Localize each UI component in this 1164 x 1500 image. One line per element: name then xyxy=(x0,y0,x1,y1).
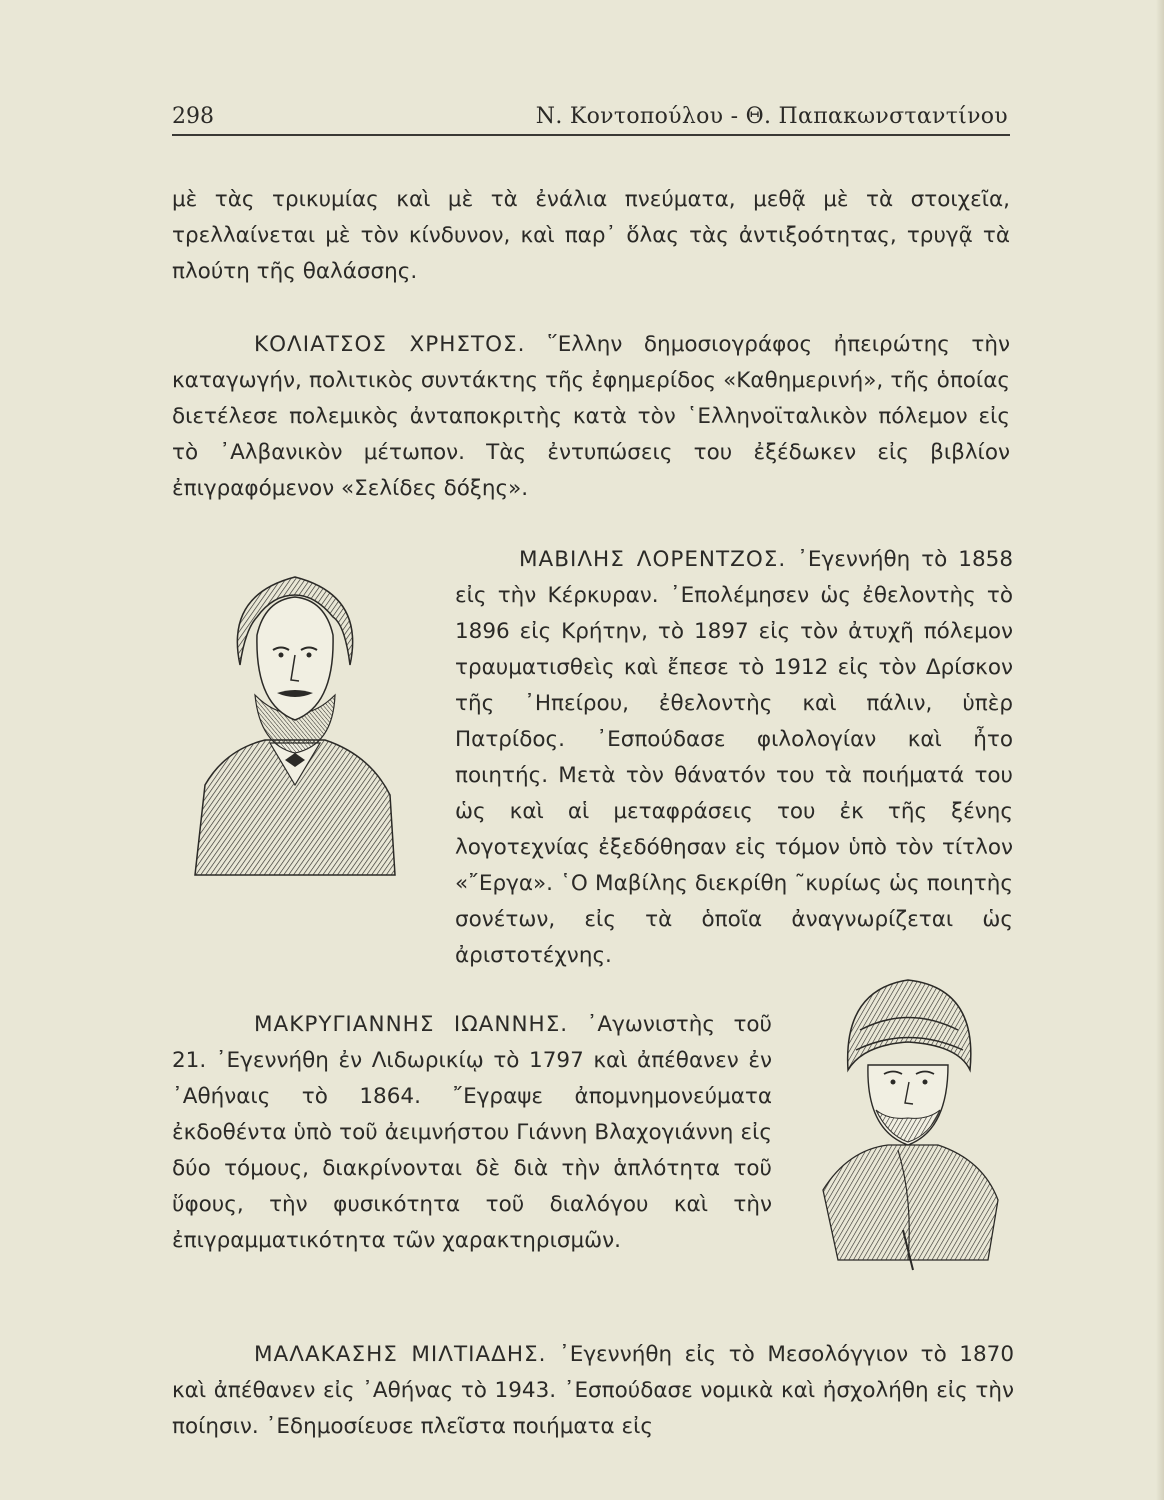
entry-mavilis xyxy=(455,542,1013,974)
entry-name: ΜΑΚΡΥΓΙΑΝΝΗΣ ΙΩΑΝΝΗΣ. xyxy=(254,1011,569,1037)
entry-makrygiannis xyxy=(172,1007,772,1259)
entry-name: ΜΑΛΑΚΑΣΗΣ ΜΙΛΤΙΑΔΗΣ. xyxy=(254,1341,547,1367)
page-header xyxy=(172,100,1010,136)
page-edge-shadow xyxy=(1156,0,1164,1500)
paragraph-text: μὲ τὰς τρικυμίας καὶ μὲ τὰ ἐνάλια πνεύματα, μεθᾷ μὲ τὰ στοιχεῖα, τρελλαίνεται μὲ τὸν κίνδυνον, καὶ παρ᾽ ὅλας τὰς ἀντιξοότητας, τρυγᾷ τὰ πλούτη τῆς θαλάσσης. xyxy=(172,186,1010,284)
entry-text: ᾽Αγωνιστὴς τοῦ 21. ᾽Εγεννήθη ἐν Λιδωρικίῳ τὸ 1797 καὶ ἀπέθανεν ἐν ᾽Αθήναις τὸ 1864. ῎Εγραψε ἀπομνημονεύματα ἐκδοθέντα ὑπὸ τοῦ ἀειμνήστου Γιάννη Βλαχογιάννη εἰς δύο τόμους, διακρίνονται δὲ διὰ τὴν ἁπλότητα τοῦ ὕφους, τὴν φυσικότητα τοῦ διαλόγου καὶ τὴν ἐπιγραμματικότητα τῶν χαρακτηρισμῶν. xyxy=(172,1011,772,1253)
paragraph-continuation xyxy=(172,182,1010,290)
entry-text: ᾽Εγεννήθη εἰς τὸ Μεσολόγγιον τὸ 1870 καὶ ἀπέθανεν εἰς ᾽Αθήνας τὸ 1943. ᾽Εσπούδασε νομικὰ καὶ ἠσχολήθη εἰς τὴν ποίησιν. ᾽Εδημοσίευσε πλεῖστα ποιήματα εἰς xyxy=(172,1341,1014,1439)
entry-malakasis xyxy=(172,1337,1014,1445)
running-title: Ν. Κοντοπούλου - Θ. Παπακωνσταντίνου xyxy=(535,104,1008,129)
portrait-mavilis xyxy=(185,555,403,885)
entry-text: ᾽Εγεννήθη τὸ 1858 εἰς τὴν Κέρκυραν. ᾽Επολέμησεν ὡς ἐθελοντὴς τὸ 1896 εἰς Κρήτην, τὸ 1897 εἰς τὸν ἀτυχῆ πόλεμον τραυματισθεὶς καὶ ἔπεσε τὸ 1912 εἰς τὸν Δρίσκον τῆς ᾽Ηπείρου, ἐθελοντὴς καὶ πάλιν, ὑπὲρ Πατρίδος. ᾽Εσπούδασε φιλολογίαν καὶ ἦτο ποιητής. Μετὰ τὸν θάνατόν του τὰ ποιήματά του ὡς καὶ αἱ μεταφράσεις του ἐκ τῆς ξένης λογοτεχνίας ἐξεδόθησαν εἰς τόμον ὑπὸ τὸν τίτλον «῎Εργα». ῾Ο Μαβίλης διεκρίθη ῀κυρίως ὡς ποιητὴς σονέτων, εἰς τὰ ὁποῖα ἀναγνωρίζεται ὡς ἀριστοτέχνης. xyxy=(455,546,1013,968)
page-number: 298 xyxy=(172,104,214,129)
entry-name: ΜΑΒΙΛΗΣ ΛΟΡΕΝΤΖΟΣ. xyxy=(519,546,787,572)
entry-koliatsos xyxy=(172,327,1010,507)
entry-text: ῞Ελλην δημοσιογράφος ἠπειρώτης τὴν καταγωγήν, πολιτικὸς συντάκτης τῆς ἐφημερίδος «Καθημερινή», τῆς ὁποίας διετέλεσε πολεμικὸς ἀνταποκριτὴς κατὰ τὸν ῾Ελληνοϊταλικὸν πόλεμον εἰς τὸ ᾽Αλβανικὸν μέτωπον. Τὰς ἐντυπώσεις του ἐξέδωκεν εἰς βιβλίον ἐπιγραφόμενον «Σελίδες δόξης». xyxy=(172,331,1011,501)
entry-name: ΚΟΛΙΑΤΣΟΣ ΧΡΗΣΤΟΣ. xyxy=(254,331,526,357)
portrait-makrygiannis xyxy=(808,970,1008,1275)
